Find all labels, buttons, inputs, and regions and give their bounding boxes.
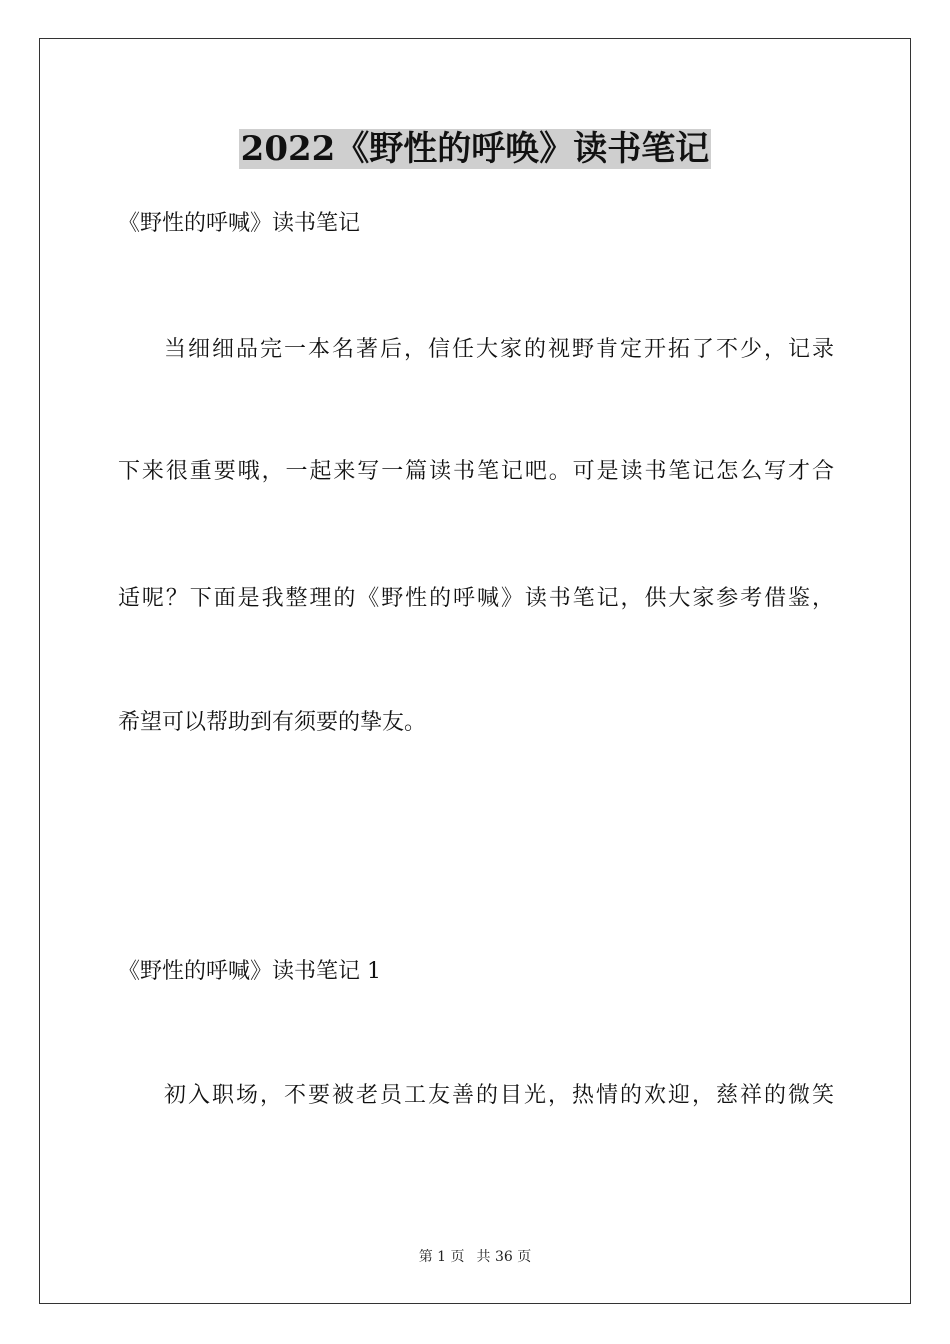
section-heading-1: 《野性的呼喊》读书笔记 1 <box>118 959 381 984</box>
document-title <box>0 126 950 172</box>
intro-line-2: 下来很重要哦，一起来写一篇读书笔记吧。可是读书笔记怎么写才合 <box>118 459 834 484</box>
page-total: 共 36 页 <box>476 1249 532 1265</box>
title-highlight: 2022《野性的呼唤》读书笔记 <box>240 129 710 169</box>
intro-line-1: 当细细品完一本名著后，信任大家的视野肯定开拓了不少，记录 <box>164 337 834 362</box>
page-number: 第 1 页 <box>418 1249 465 1265</box>
section1-line-1: 初入职场，不要被老员工友善的目光，热情的欢迎，慈祥的微笑 <box>164 1083 834 1108</box>
subtitle: 《野性的呼喊》读书笔记 <box>118 211 361 236</box>
page-footer <box>0 1247 950 1267</box>
intro-line-3: 适呢？下面是我整理的《野性的呼喊》读书笔记，供大家参考借鉴， <box>118 586 834 611</box>
intro-line-4: 希望可以帮助到有须要的挚友。 <box>118 710 427 735</box>
